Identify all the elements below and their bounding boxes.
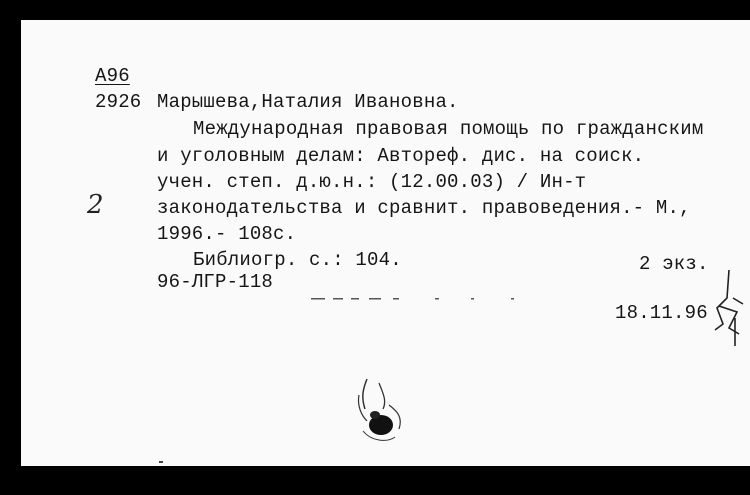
bibliography-note: Библиогр. с.: 104. [193, 249, 402, 271]
title-line-4: законодательства и сравнит. правоведения.- М., [157, 197, 691, 219]
catalog-card [21, 20, 750, 466]
title-line-3: учен. степ. д.ю.н.: (12.00.03) / Ин-т [157, 171, 587, 193]
date-stamp: 18.11.96 [615, 302, 708, 324]
copies-count: 2 экз. [639, 253, 709, 275]
title-line-2: и уголовным делам: Автореф. дис. на соиск. [157, 145, 645, 167]
faint-dots [311, 295, 541, 303]
title-line-1: Международная правовая помощь по гражданским [193, 118, 704, 140]
title-line-5: 1996.- 108с. [157, 223, 297, 245]
handwritten-mark: 2 [87, 190, 104, 220]
accession-number: 2926 [95, 91, 142, 113]
ink-blot [353, 375, 409, 447]
shelf-mark: A96 [95, 65, 130, 87]
author-line: Марышева,Наталия Ивановна. [157, 91, 459, 113]
bottom-speck [159, 460, 165, 464]
signature-scribble [709, 268, 745, 346]
record-number: 96-ЛГР-118 [157, 271, 274, 293]
scan-border-bottom [21, 466, 750, 495]
